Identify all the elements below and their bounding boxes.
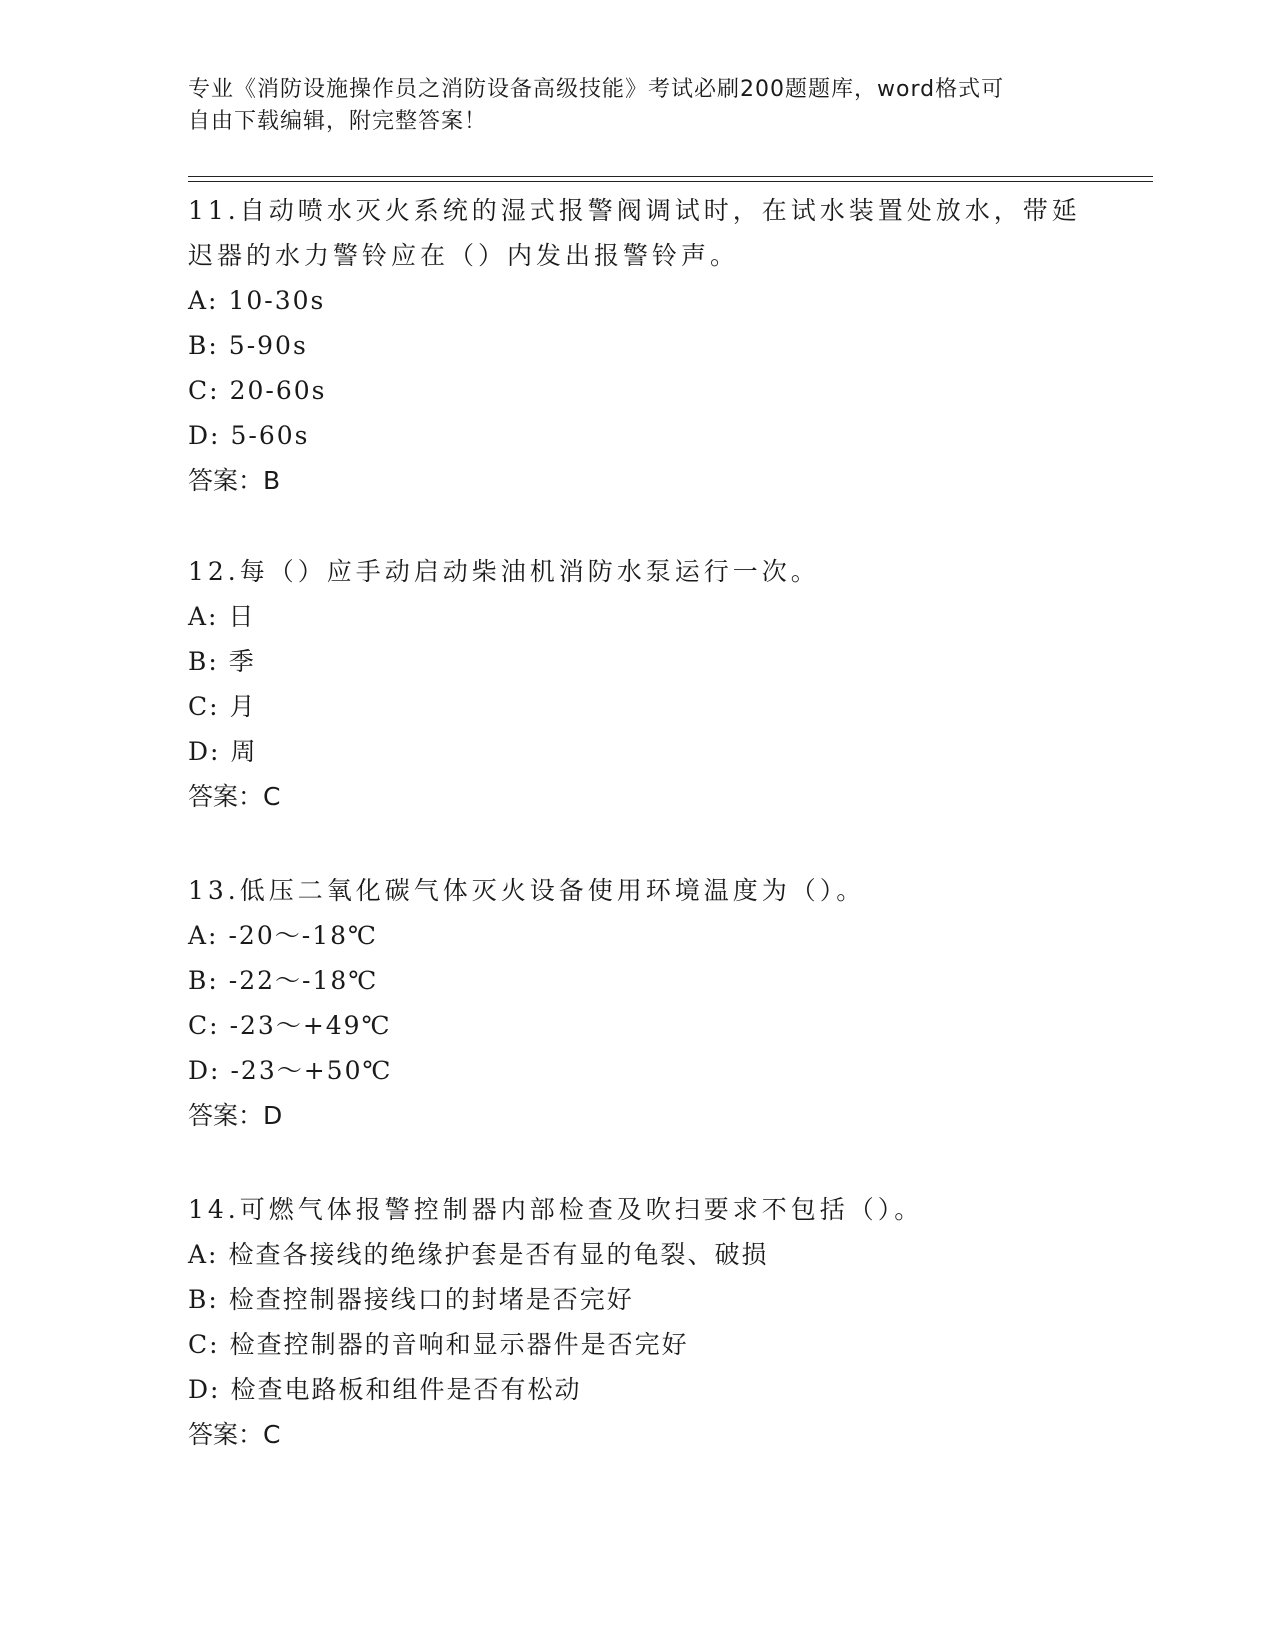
answer-line: 答案：C <box>188 782 281 811</box>
option-key: B: <box>188 331 219 360</box>
document-header <box>188 74 1088 138</box>
header-divider-bottom <box>188 181 1153 182</box>
option-a <box>188 1232 1088 1277</box>
option-b <box>188 958 1088 1003</box>
header-divider-top <box>188 176 1153 177</box>
header-line-1: 专业《消防设施操作员之消防设备高级技能》考试必刷200题题库，word格式可 <box>188 77 1005 102</box>
question-stem: 12.每（）应手动启动柴油机消防水泵运行一次。 <box>188 557 820 586</box>
answer-line: 答案：B <box>188 466 281 495</box>
option-key: D: <box>188 737 221 766</box>
option-key: A: <box>188 1240 219 1269</box>
option-key: A: <box>188 286 219 315</box>
option-text: 5-90s <box>228 331 308 360</box>
option-text: 检查控制器接线口的封堵是否完好 <box>228 1285 634 1314</box>
option-key: A: <box>188 921 219 950</box>
option-text: 5-60s <box>230 421 310 450</box>
option-key: D: <box>188 1056 221 1085</box>
option-key: C: <box>188 692 220 721</box>
question-12 <box>188 549 1088 819</box>
option-text: 日 <box>228 602 256 631</box>
question-stem: 13.低压二氧化碳气体灭火设备使用环境温度为（）。 <box>188 876 866 905</box>
option-a <box>188 913 1088 958</box>
option-key: B: <box>188 647 219 676</box>
option-key: B: <box>188 966 219 995</box>
option-key: D: <box>188 421 221 450</box>
option-text: 检查控制器的音响和显示器件是否完好 <box>229 1330 689 1359</box>
option-c <box>188 684 1088 729</box>
answer-line: 答案：C <box>188 1420 281 1449</box>
option-text: 20-60s <box>229 376 327 405</box>
option-a <box>188 594 1088 639</box>
option-text: -23～+50℃ <box>230 1056 393 1085</box>
option-text: 检查各接线的绝缘护套是否有显的龟裂、破损 <box>228 1240 769 1269</box>
question-stem: 11.自动喷水灭火系统的湿式报警阀调试时，在试水装置处放水，带延迟器的水力警铃应在（）内发出报警铃声。 <box>188 196 1081 270</box>
option-key: D: <box>188 1375 221 1404</box>
option-d <box>188 413 1088 458</box>
option-text: 周 <box>230 737 258 766</box>
option-d <box>188 1367 1088 1412</box>
option-key: C: <box>188 376 220 405</box>
option-c <box>188 368 1088 413</box>
option-text: -23～+49℃ <box>229 1011 392 1040</box>
option-text: 10-30s <box>228 286 326 315</box>
option-text: 检查电路板和组件是否有松动 <box>230 1375 582 1404</box>
question-11 <box>188 188 1088 503</box>
question-stem: 14.可燃气体报警控制器内部检查及吹扫要求不包括（）。 <box>188 1195 924 1224</box>
question-13 <box>188 868 1088 1138</box>
option-c <box>188 1322 1088 1367</box>
option-key: B: <box>188 1285 219 1314</box>
option-text: 季 <box>228 647 256 676</box>
option-text: -20～-18℃ <box>228 921 378 950</box>
option-key: A: <box>188 602 219 631</box>
question-14 <box>188 1187 1088 1457</box>
header-line-2: 自由下载编辑，附完整答案！ <box>188 109 488 134</box>
option-c <box>188 1003 1088 1048</box>
option-b <box>188 1277 1088 1322</box>
option-key: C: <box>188 1330 220 1359</box>
option-d <box>188 729 1088 774</box>
option-d <box>188 1048 1088 1093</box>
option-text: 月 <box>229 692 257 721</box>
option-text: -22～-18℃ <box>228 966 379 995</box>
option-a <box>188 278 1088 323</box>
option-key: C: <box>188 1011 220 1040</box>
option-b <box>188 323 1088 368</box>
answer-line: 答案：D <box>188 1101 283 1130</box>
option-b <box>188 639 1088 684</box>
